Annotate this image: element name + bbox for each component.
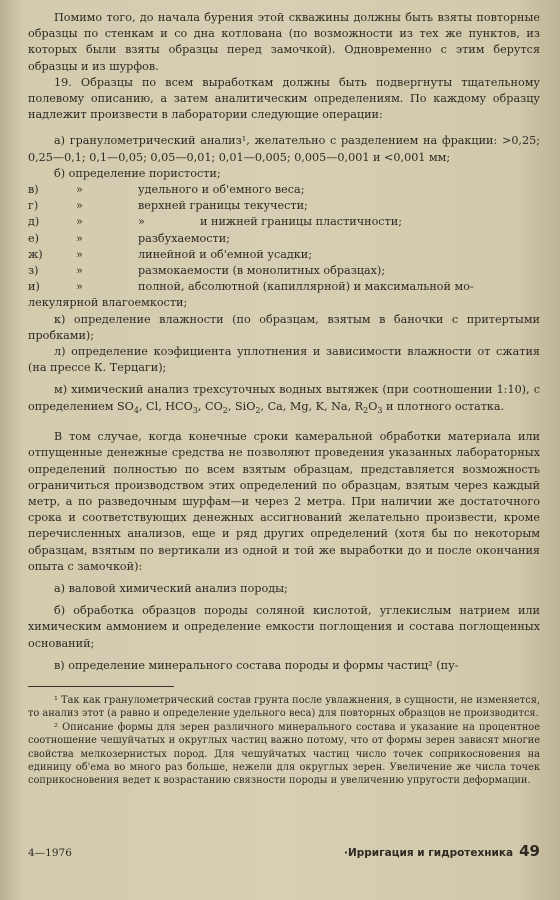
- operations-list: [28, 182, 540, 295]
- list-item-label: ж): [28, 247, 43, 261]
- page-footer: [28, 842, 540, 860]
- list-item-label: и): [28, 280, 40, 294]
- list-item-label: г): [28, 199, 39, 213]
- ditto-mark: »: [76, 280, 83, 294]
- list-item: [28, 279, 540, 295]
- item-m: м) химический анализ трехсуточных водных вытяжек (при соотношении 1:10), с определением $SO_4$, Cl, $HCO_3$, $CO_2$, SiO$_2$, Ca, Mg, K, Na, $R_2O_3$ и плотного остатка.: [28, 383, 540, 415]
- list-item-text: и нижней границы пластичности;: [200, 215, 402, 229]
- paragraph-limited-funds: В том случае, когда конечные сроки камеральной обработки материала или отпущенные денежные средства не позволяют проведения указанных лабораторных определений полностью по всем взятым образцам, представляется возможность ограничиться производством этих определений по образцам, взятым через каждый метр, а по разведочным шурфам—и через 2 метра. При наличии же достаточного срока и соответствующих денежных ассигнований желательно произвести, кроме перечисленных анализов, еще и ряд других определений (хотя бы по некоторым образцам, взятым по вертикали из одной и той же выработки до и после окончания опыта с замочкой):: [28, 430, 540, 573]
- item-b: б) определение пористости;: [54, 166, 221, 180]
- list-item-label: в): [28, 183, 39, 197]
- list-item-text: верхней границы текучести;: [138, 199, 308, 213]
- ditto-mark: »: [76, 247, 83, 261]
- list-item-label: з): [28, 264, 39, 278]
- ditto-mark: »: [76, 199, 83, 213]
- footnotes: [28, 694, 540, 788]
- item-k: к) определение влажности (по образцам, взятым в баночки с притертыми пробками);: [28, 312, 540, 342]
- list-item: [28, 247, 540, 263]
- ditto-mark: »: [76, 231, 83, 245]
- list-item-text: удельного и об'емного веса;: [138, 183, 305, 197]
- item-v2: в) определение минерального состава породы и формы частиц² (пу-: [54, 658, 459, 672]
- ditto-mark: »: [76, 215, 83, 229]
- paragraph-intro: Помимо того, до начала бурения этой скважины должны быть взяты повторные образцы по стенкам и со дна котлована (по возможности из тех же пунктов, из которых были взяты образцы перед замочкой). Одновременно с этим берутся образцы и из шурфов.: [28, 11, 540, 73]
- list-item: [28, 214, 540, 230]
- item-b2: б) обработка образцов породы соляной кислотой, углекислым натрием или химическим аммонием и определение емкости поглощения и состава поглощенных оснований;: [28, 604, 540, 650]
- paragraph-19: 19. Образцы по всем выработкам должны быть подвергнуты тщательному полевому описанию, а затем аналитическим определениям. По каждому образцу надлежит произвести в лаборатории следующие операции:: [28, 75, 540, 122]
- list-item-text: линейной и об'емной усадки;: [138, 247, 313, 261]
- list-item: [28, 231, 540, 247]
- page-number: 49: [519, 842, 540, 860]
- list-item: [28, 263, 540, 279]
- list-item: [28, 198, 540, 214]
- body-text: [28, 10, 540, 674]
- ditto-mark: »: [76, 183, 83, 197]
- item-a: а) гранулометрический анализ¹, желательно с разделением на фракции: >0,25; 0,25—0,1; 0,1—0,05; 0,05—0,01; 0,01—0,005; 0,005—0,001 и <0,001 мм;: [28, 134, 540, 164]
- item-a2: а) валовой химический анализ породы;: [54, 581, 288, 595]
- item-i-continued: лекулярной влагоемкости;: [28, 296, 188, 310]
- footnote-rule: [28, 686, 174, 687]
- list-item-text: разбухаемости;: [138, 231, 230, 245]
- list-item-label: д): [28, 215, 40, 229]
- list-item-text: размокаемости (в монолитных образцах);: [138, 264, 386, 278]
- ditto-mark: »: [76, 264, 83, 278]
- footer-issue: 4—1976: [28, 847, 72, 859]
- ditto-mark: »: [138, 215, 145, 229]
- list-item-text: полной, абсолютной (капиллярной) и максимальной мо-: [138, 280, 474, 294]
- list-item-label: е): [28, 231, 39, 245]
- list-item: [28, 182, 540, 198]
- item-l: л) определение коэфициента уплотнения и зависимости влажности от сжатия (на прессе К. Терцаги);: [28, 345, 540, 375]
- footnote-1: ¹ Так как гранулометрический состав грунта после увлажнения, в сущности, не изменяется, то анализ этот (а равно и определение удельного веса) для повторных образцов не производится.: [28, 694, 540, 720]
- footnote-2: ² Описание формы для зерен различного минерального состава и указание на процентное соотношение чешуйчатых и округлых частиц важно потому, что от формы зерен зависят многие свойства мелкозернистых пород. Для чешуйчатых частиц число точек соприкосновения на единицу об'ема во много раз больше, нежели для округлых зерен. Увеличение же числа точек соприкосновения ведет к возрастанию связности породы и увеличению упругости деформации.: [28, 721, 540, 787]
- footer-journal-title: ·Ирригация и гидротехника: [343, 847, 514, 859]
